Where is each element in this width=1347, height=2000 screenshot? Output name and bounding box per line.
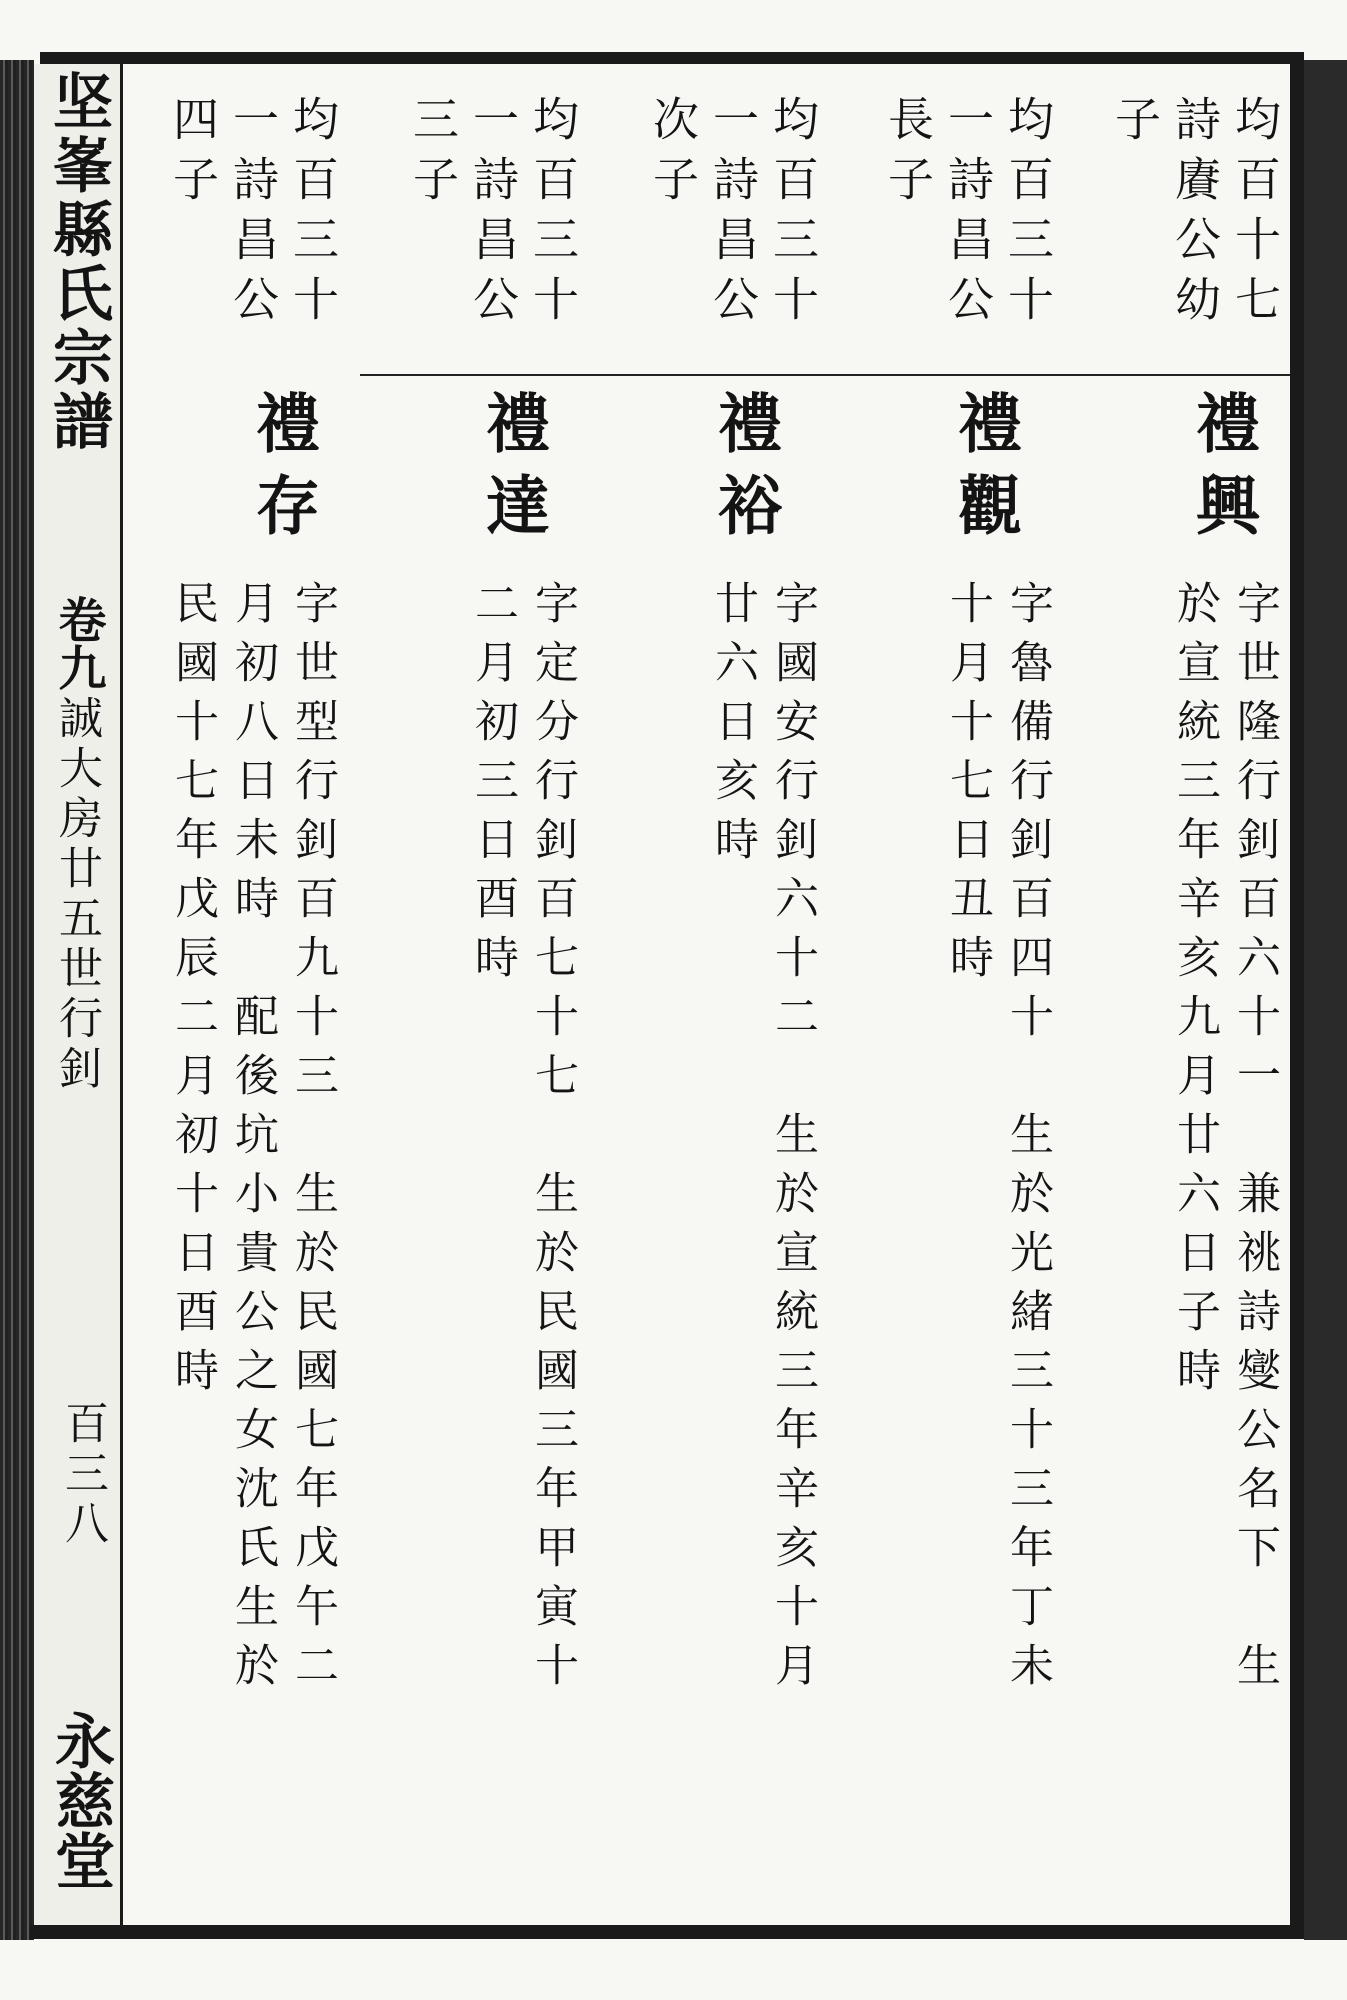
book-spine [0,60,34,1940]
person-name: 禮興 [1185,390,1260,554]
volume-label: 卷九 [50,595,106,691]
parent-note-line: 一詩昌公 [706,95,760,335]
parent-note-line: 三子 [406,95,460,215]
person-detail-line: 字國安行釗六十二 生於宣統三年辛亥十月 [767,580,818,1701]
parent-note-line: 四子 [166,95,220,215]
bottom-border [30,1925,1310,1939]
parent-note-line: 均百三十 [526,95,580,335]
person-name: 禮存 [245,390,320,554]
parent-note-line: 次子 [646,95,700,215]
person-detail-line: 字定分行釗百七十七 生於民國三年甲寅十 [527,580,578,1701]
person-detail-line: 十月十七日丑時 [942,580,993,993]
section-label: 誠大房廿五世行釗 [51,695,102,1095]
parent-note-line: 均百三十 [766,95,820,335]
parent-note-line: 一詩昌公 [226,95,280,335]
person-detail-line: 月初八日未時 配後坑小貴公之女沈氏生於 [227,580,278,1701]
parent-note-line: 均百三十 [1001,95,1055,335]
person-name: 禮觀 [947,390,1022,554]
person-detail-line: 字世隆行釗百六十一 兼祧詩燮公名下 生 [1229,580,1280,1701]
right-margin [1304,60,1347,1940]
person-detail-line: 民國十七年戊辰二月初十日酉時 [167,580,218,1406]
parent-note-line: 長子 [881,95,935,215]
hall-name: 永慈堂 [45,1710,115,1890]
top-border [40,52,1300,64]
person-detail-line: 廿六日亥時 [707,580,758,875]
parent-note-line: 一詩昌公 [466,95,520,335]
parent-note-line: 均百三十 [286,95,340,335]
right-border [1290,52,1304,1939]
parent-note-line: 詩賡公幼 [1168,95,1222,335]
person-name: 禮裕 [707,390,782,554]
page-number: 百三八 [57,1400,108,1550]
parent-note-line: 子 [1108,95,1162,155]
parent-note-line: 一詩昌公 [941,95,995,335]
book-title: 坚峯縣氏宗譜 [43,70,113,454]
person-name: 禮達 [475,390,550,554]
parent-note-line: 均百十七 [1228,95,1282,335]
person-detail-line: 於宣統三年辛亥九月廿六日子時 [1169,580,1220,1406]
person-detail-line: 二月初三日酉時 [467,580,518,993]
person-detail-line: 字世型行釗百九十三 生於民國七年戊午二 [287,580,338,1701]
register-divider [360,374,1290,376]
person-detail-line: 字魯備行釗百四十 生於光緒三十三年丁未 [1002,580,1053,1701]
margin-rule [120,64,123,1926]
